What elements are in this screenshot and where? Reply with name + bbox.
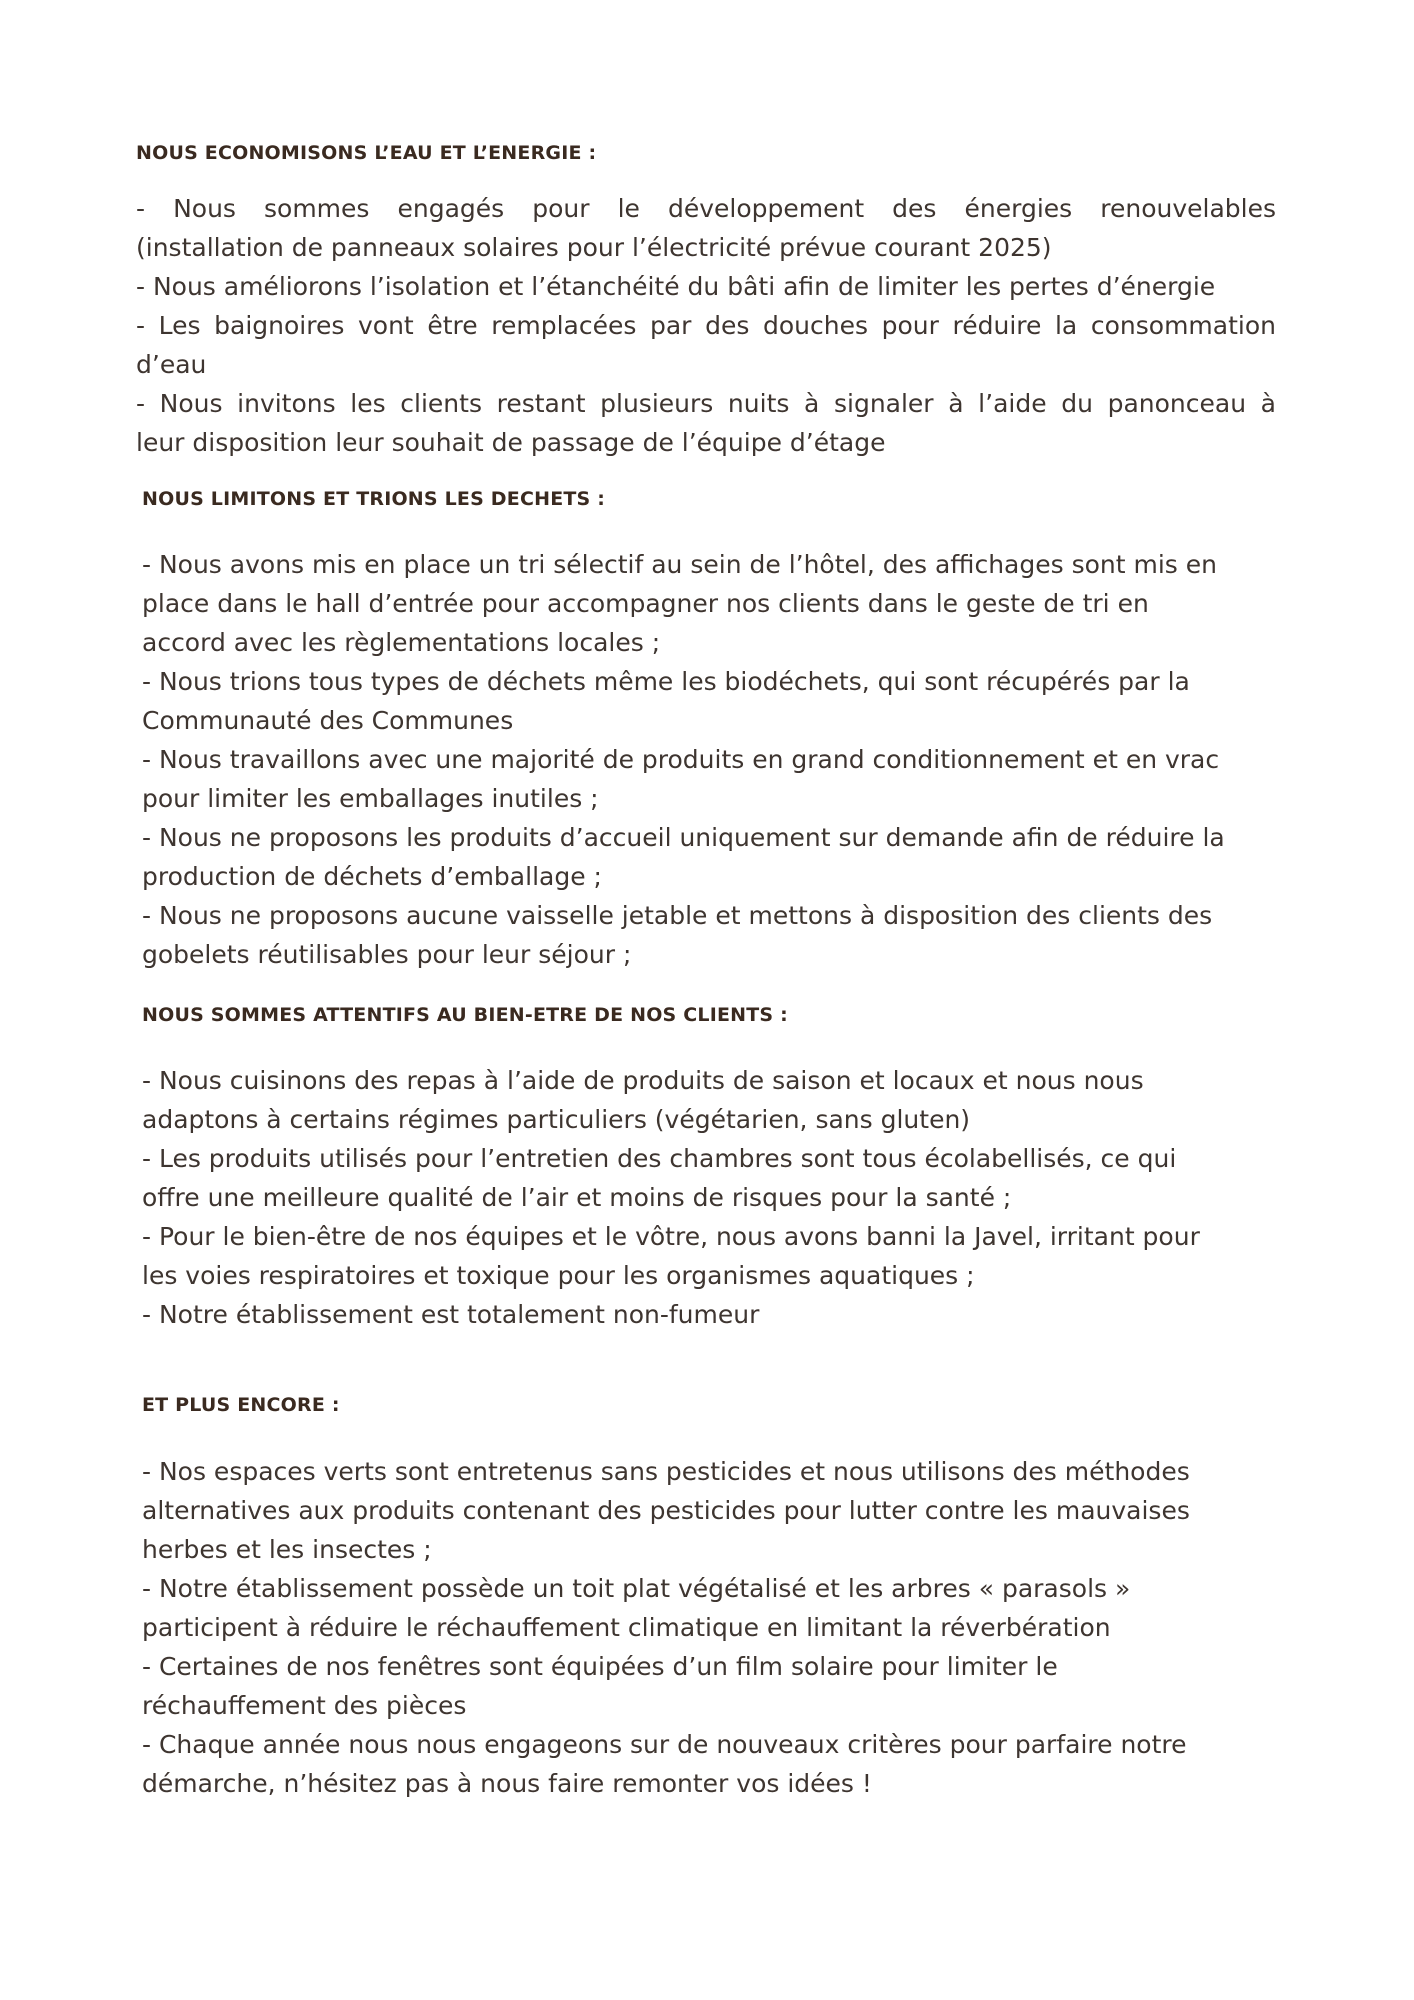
text-line: alternatives aux produits contenant des pesticides pour lutter contre les mauvaises [142, 1496, 1190, 1525]
text-line: - Certaines de nos fenêtres sont équipées d’un film solaire pour limiter le [142, 1652, 1058, 1681]
text-line: herbes et les insectes ; [142, 1535, 432, 1564]
text-line: - Les baignoires vont être remplacées par des douches pour réduire la consommation [136, 311, 1276, 340]
text-line: place dans le hall d’entrée pour accompagner nos clients dans le geste de tri en [142, 589, 1149, 618]
text-line: - Nous cuisinons des repas à l’aide de produits de saison et locaux et nous nous [142, 1066, 1144, 1095]
text-line: - Nous améliorons l’isolation et l’étanchéité du bâti afin de limiter les pertes d’énergie [136, 272, 1216, 301]
text-line: production de déchets d’emballage ; [142, 862, 602, 891]
section-body-wellbeing [142, 1061, 1282, 1334]
text-line: - Nous trions tous types de déchets même les biodéchets, qui sont récupérés par la [142, 667, 1190, 696]
text-line: d’eau [136, 350, 207, 379]
section-heading-energy: NOUS ECONOMISONS L’EAU ET L’ENERGIE : [136, 142, 597, 164]
section-body-energy [136, 189, 1276, 462]
text-line: - Notre établissement est totalement non-fumeur [142, 1300, 760, 1329]
text-line: - Les produits utilisés pour l’entretien des chambres sont tous écolabellisés, ce qui [142, 1144, 1177, 1173]
text-line: - Nous ne proposons les produits d’accueil uniquement sur demande afin de réduire la [142, 823, 1225, 852]
text-line: - Nous sommes engagés pour le développement des énergies renouvelables [136, 194, 1276, 223]
text-line: - Pour le bien-être de nos équipes et le vôtre, nous avons banni la Javel, irritant pour [142, 1222, 1200, 1251]
text-line: adaptons à certains régimes particuliers (végétarien, sans gluten) [142, 1105, 971, 1134]
text-line: - Nous travaillons avec une majorité de produits en grand conditionnement et en vrac [142, 745, 1220, 774]
text-line: les voies respiratoires et toxique pour les organismes aquatiques ; [142, 1261, 975, 1290]
text-line: - Notre établissement possède un toit plat végétalisé et les arbres « parasols » [142, 1574, 1131, 1603]
text-line: participent à réduire le réchauffement climatique en limitant la réverbération [142, 1613, 1111, 1642]
text-line: Communauté des Communes [142, 706, 514, 735]
text-line: pour limiter les emballages inutiles ; [142, 784, 599, 813]
text-line: - Chaque année nous nous engageons sur de nouveaux critères pour parfaire notre [142, 1730, 1187, 1759]
text-line: - Nous avons mis en place un tri sélectif au sein de l’hôtel, des affichages sont mis en [142, 550, 1217, 579]
text-line: - Nous invitons les clients restant plusieurs nuits à signaler à l’aide du panonceau à [136, 389, 1276, 418]
text-line: - Nos espaces verts sont entretenus sans pesticides et nous utilisons des méthodes [142, 1457, 1190, 1486]
text-line: offre une meilleure qualité de l’air et moins de risques pour la santé ; [142, 1183, 1012, 1212]
text-line: (installation de panneaux solaires pour l’électricité prévue courant 2025) [136, 233, 1052, 262]
text-line: gobelets réutilisables pour leur séjour ; [142, 940, 632, 969]
section-heading-waste: NOUS LIMITONS ET TRIONS LES DECHETS : [142, 488, 606, 510]
text-line: accord avec les règlementations locales ; [142, 628, 661, 657]
text-line: leur disposition leur souhait de passage de l’équipe d’étage [136, 428, 886, 457]
section-body-waste [142, 545, 1282, 974]
text-line: - Nous ne proposons aucune vaisselle jetable et mettons à disposition des clients des [142, 901, 1213, 930]
section-heading-wellbeing: NOUS SOMMES ATTENTIFS AU BIEN-ETRE DE NOS CLIENTS : [142, 1004, 788, 1026]
section-heading-more: ET PLUS ENCORE : [142, 1394, 340, 1416]
section-body-more [142, 1452, 1282, 1803]
text-line: réchauffement des pièces [142, 1691, 467, 1720]
text-line: démarche, n’hésitez pas à nous faire remonter vos idées ! [142, 1769, 872, 1798]
